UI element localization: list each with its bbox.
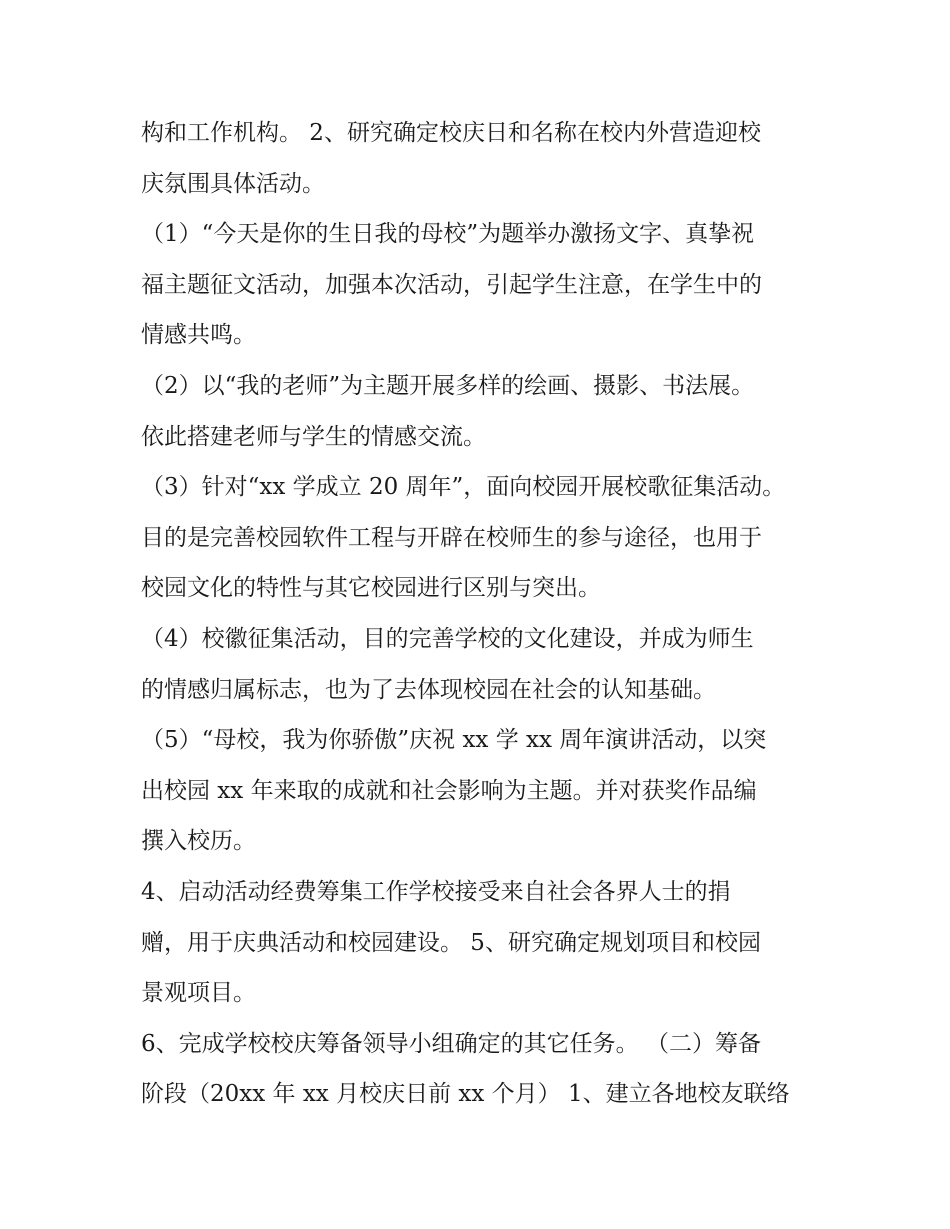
text-line: （1）“今天是你的生日我的母校”为题举办激扬文字、真挚祝 bbox=[141, 221, 755, 248]
text-line: 阶段（20xx 年 xx 月校庆日前 xx 个月） 1、建立各地校友联络 bbox=[141, 1081, 790, 1108]
text-line: （2）以“我的老师”为主题开展多样的绘画、摄影、书法展。 bbox=[141, 372, 755, 399]
text-line: 出校园 xx 年来取的成就和社会影响为主题。并对获奖作品编 bbox=[141, 777, 757, 804]
text-line: 6、完成学校校庆筹备领导小组确定的其它任务。 （二）筹备 bbox=[141, 1030, 761, 1057]
text-line: 目的是完善校园软件工程与开辟在校师生的参与途径，也用于 bbox=[141, 524, 762, 551]
text-line: 依此搭建老师与学生的情感交流。 bbox=[141, 423, 486, 450]
text-line: 校园文化的特性与其它校园进行区别与突出。 bbox=[141, 575, 601, 602]
text-line: 福主题征文活动，加强本次活动，引起学生注意，在学生中的 bbox=[141, 271, 762, 298]
text-line: （3）针对“xx 学成立 20 周年”，面向校园开展校歌征集活动。 bbox=[141, 474, 786, 501]
text-line: 庆氛围具体活动。 bbox=[141, 170, 325, 197]
text-line: 情感共鸣。 bbox=[141, 322, 256, 349]
text-line: 赠，用于庆典活动和校园建设。 5、研究确定规划项目和校园 bbox=[141, 929, 761, 956]
document-body bbox=[141, 108, 821, 1120]
text-line: （4）校徽征集活动，目的完善学校的文化建设，并成为师生 bbox=[141, 625, 754, 652]
text-line: （5）“母校，我为你骄傲”庆祝 xx 学 xx 周年演讲活动，以突 bbox=[141, 727, 767, 754]
text-line: 撰入校历。 bbox=[141, 828, 256, 855]
text-line: 4、启动活动经费筹集工作学校接受来自社会各界人士的捐 bbox=[141, 878, 731, 905]
text-line: 景观项目。 bbox=[141, 980, 256, 1007]
text-line: 的情感归属标志，也为了去体现校园在社会的认知基础。 bbox=[141, 676, 716, 703]
text-line: 构和工作机构。 2、研究确定校庆日和名称在校内外营造迎校 bbox=[141, 120, 761, 146]
